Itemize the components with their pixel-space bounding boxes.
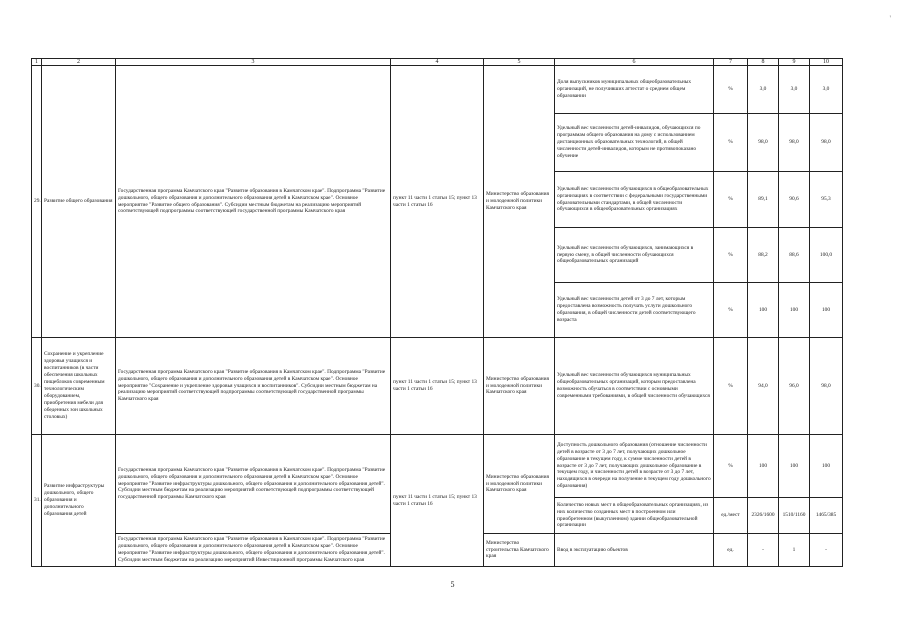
- indicator-name: Ввод в эксплуатацию объектов: [555, 534, 714, 567]
- indicator-value: 88,2: [748, 228, 779, 283]
- row-ministry: Министерство образования и молодежной политики Камчатского края: [484, 435, 555, 534]
- column-number: 1: [32, 59, 42, 66]
- page-number: 5: [450, 580, 455, 589]
- indicator-value: 100,0: [810, 228, 843, 283]
- indicator-value: 96,0: [779, 338, 810, 435]
- indicator-value: 3,0: [779, 66, 810, 114]
- row-program: Государственная программа Камчатского края "Развитие образования в Камчатском крае". Подпрограмма "Развитие дошкольного, общего образования и дополнительного образования детей в Камчатском крае". Основное мероприятие "Сохранение и укрепление здоровья учащихся и воспитанников". Субсидии местным бюджетам на реализацию мероприятий соответствующей подпрограммы соответствующей государственной программы Камчатского края: [116, 338, 391, 435]
- column-number: 9: [779, 59, 810, 66]
- indicator-value: 98,0: [748, 114, 779, 172]
- indicator-value: -: [748, 534, 779, 567]
- indicator-unit: %: [714, 228, 748, 283]
- indicator-value: 98,0: [810, 338, 843, 435]
- indicator-value: 100: [779, 283, 810, 338]
- row-ministry: Министерство образования и молодежной политики Камчатского края: [484, 66, 555, 338]
- row-ministry: Министерство образования и молодежной политики Камчатского края: [484, 338, 555, 435]
- indicator-unit: %: [714, 338, 748, 435]
- indicator-name: Удельный вес численности обучающихся в общеобразовательных организациях в соответствии с федеральными государственными образовательными стандартами, в общей численности обучающихся в общеобразовательных организациях: [555, 172, 714, 228]
- indicator-value: 89,1: [748, 172, 779, 228]
- row-number: 31.: [32, 435, 42, 567]
- column-number: 10: [810, 59, 843, 66]
- indicator-value: -: [810, 534, 843, 567]
- column-number: 8: [748, 59, 779, 66]
- indicator-unit: %: [714, 283, 748, 338]
- indicator-unit: ед.: [714, 534, 748, 567]
- indicator-name: Удельный вес численности детей-инвалидов, обучающихся по программам общего образования на дому с использованием дистанционных образовательных технологий, в общей численности детей-инвалидов, которым не противопоказано обучение: [555, 114, 714, 172]
- indicator-value: 1465/385: [810, 498, 843, 534]
- column-number: 5: [484, 59, 555, 66]
- column-number-row: [32, 59, 843, 66]
- table-row: [32, 338, 843, 435]
- indicator-name: Доля выпускников муниципальных общеобразовательных организаций, не получивших аттестат о среднем общем образовании: [555, 66, 714, 114]
- table-row: [32, 66, 843, 114]
- indicator-value: 2326/1600: [748, 498, 779, 534]
- indicator-value: 1510/1160: [779, 498, 810, 534]
- indicator-value: 100: [748, 283, 779, 338]
- row-direction: Развитие общего образования: [42, 66, 116, 338]
- row-program: Государственная программа Камчатского края "Развитие образования в Камчатском крае". Подпрограмма "Развитие дошкольного, общего образования и дополнительного образования детей в Камчатском крае". Основное мероприятие "Развитие инфраструктуры дошкольного, общего образования и дополнительного образования детей". Субсидии местным бюджетам на реализацию мероприятий Инвестиционной программы Камчатского края: [116, 534, 391, 567]
- column-number: 2: [42, 59, 116, 66]
- indicator-name: Доступность дошкольного образования (отношение численности детей в возрасте от 3 до 7 лет, получающих дошкольное образование в текущем году, к сумме численности детей в возрасте от 3 до 7 лет, получающих дошкольное образование в текущем году, и численности детей в возрасте от 3 до 7 лет, находящихся в очереди на получение в текущем году дошкольного образования): [555, 435, 714, 498]
- row-law-reference: пункт 11 части 1 статьи 15; пункт 13 части 1 статьи 16: [391, 338, 484, 435]
- indicator-name: Удельный вес численности детей от 3 до 7 лет, которым предоставлена возможность получать услуги дошкольного образования, в общей численности детей соответствующего возраста: [555, 283, 714, 338]
- indicator-value: 88,6: [779, 228, 810, 283]
- row-number: 29.: [32, 66, 42, 338]
- row-direction: Сохранение и укрепление здоровья учащихся и воспитанников (в части обеспечения школьных пищеблоков современным технологическим оборудованием, приобретения мебели для обеденных зон школьных столовых): [42, 338, 116, 435]
- indicator-unit: %: [714, 435, 748, 498]
- column-number: 7: [714, 59, 748, 66]
- corner-mark: ': [889, 14, 891, 23]
- column-number: 3: [116, 59, 391, 66]
- indicator-value: 98,0: [779, 114, 810, 172]
- document-table: [31, 58, 843, 567]
- indicator-unit: %: [714, 172, 748, 228]
- indicator-name: Удельный вес численности обучающихся, занимающихся в первую смену, в общей численности обучающихся общеобразовательных организаций: [555, 228, 714, 283]
- column-number: 6: [555, 59, 714, 66]
- row-number: 30.: [32, 338, 42, 435]
- table-row: [32, 435, 843, 498]
- column-number: 4: [391, 59, 484, 66]
- indicator-value: 3,0: [748, 66, 779, 114]
- row-program: Государственная программа Камчатского края "Развитие образования в Камчатском крае". Подпрограмма "Развитие дошкольного, общего образования и дополнительного образования детей в Камчатском крае". Основное мероприятие "Развитие общего образования". Субсидии местным бюджетам на реализацию мероприятий соответствующей подпрограммы соответствующей государственной программы Камчатского края: [116, 66, 391, 338]
- row-law-reference: пункт 11 части 1 статьи 15; пункт 13 части 1 статьи 16: [391, 66, 484, 338]
- indicator-name: Удельный вес численности обучающихся муниципальных общеобразовательных организаций, которым предоставлена возможность обучаться в соответствии с основными современными требованиями, в общей численности обучающихся: [555, 338, 714, 435]
- indicator-value: 95,3: [810, 172, 843, 228]
- row-law-reference: пункт 11 части 1 статьи 15; пункт 13 части 1 статьи 16: [391, 435, 484, 567]
- indicator-value: 94,0: [748, 338, 779, 435]
- row-direction: Развитие инфраструктуры дошкольного, общего образования и дополнительного образования детей: [42, 435, 116, 567]
- indicator-unit: %: [714, 66, 748, 114]
- indicator-value: 100: [748, 435, 779, 498]
- indicator-name: Количество новых мест в общеобразовательных организациях, из них количество созданных мест в построенном или приобретенном (выкупленном) здании общеобразовательной организации: [555, 498, 714, 534]
- row-program: Государственная программа Камчатского края "Развитие образования в Камчатском крае". Подпрограмма "Развитие дошкольного, общего образования и дополнительного образования детей в Камчатском крае". Основное мероприятие "Развитие инфраструктуры дошкольного, общего образования и дополнительного образования детей". Субсидии местным бюджетам на реализацию мероприятий соответствующей подпрограммы соответствующей государственной программы Камчатского края: [116, 435, 391, 534]
- indicator-value: 98,0: [810, 114, 843, 172]
- indicator-value: 1: [779, 534, 810, 567]
- indicator-value: 3,0: [810, 66, 843, 114]
- indicator-value: 90,6: [779, 172, 810, 228]
- indicator-value: 100: [779, 435, 810, 498]
- indicator-value: 100: [810, 283, 843, 338]
- indicator-value: 100: [810, 435, 843, 498]
- row-ministry: Министерство строительства Камчатского края: [484, 534, 555, 567]
- indicator-unit: %: [714, 114, 748, 172]
- indicator-unit: ед./мест: [714, 498, 748, 534]
